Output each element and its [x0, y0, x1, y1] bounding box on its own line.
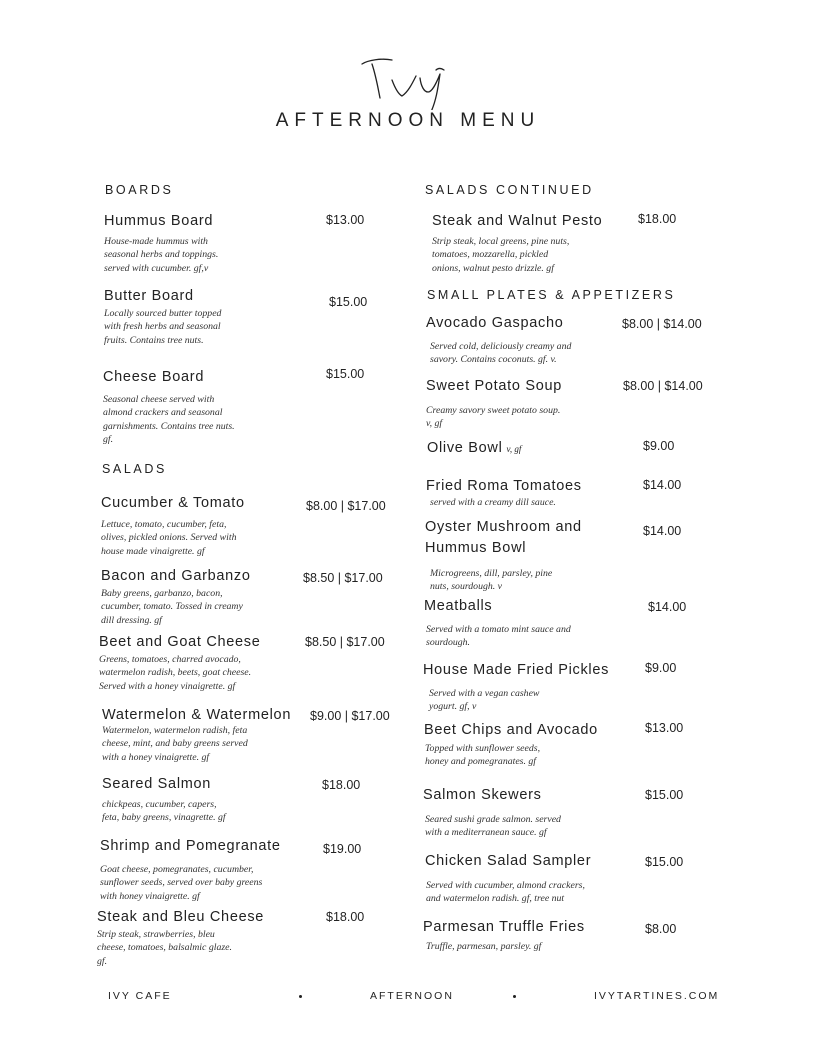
footer-service: AFTERNOON	[370, 990, 454, 1002]
item-price: $15.00	[326, 367, 365, 381]
item-description: Served with a vegan cashew yogurt. gf, v	[429, 688, 540, 713]
item-description: Goat cheese, pomegranates, cucumber, sunflower seeds, served over baby greens with honey vinaigrette. gf	[100, 864, 263, 902]
item-name: Watermelon & Watermelon	[102, 707, 292, 723]
item-name: Avocado Gaspacho	[426, 315, 564, 331]
item-price: $8.50 | $17.00	[305, 635, 385, 649]
item-price: $18.00	[638, 212, 677, 226]
footer-website: IVYTARTINES.COM	[594, 990, 720, 1002]
menu-item-salmon-skewers	[423, 786, 561, 840]
item-name: Chicken Salad Sampler	[425, 853, 592, 869]
item-price: $13.00	[326, 213, 365, 227]
item-name: Cheese Board	[103, 369, 205, 385]
item-name: Olive Bowl v, gf	[427, 440, 522, 456]
menu-item-avocado-gazpacho	[426, 314, 571, 367]
item-name: Oyster Mushroom and Hummus Bowl	[425, 519, 582, 556]
item-description: Microgreens, dill, parsley, pine nuts, sourdough. v	[430, 568, 553, 593]
menu-item-oyster-mushroom	[425, 517, 582, 594]
item-price: $13.00	[645, 721, 684, 735]
item-name: Fried Roma Tomatoes	[426, 478, 582, 494]
footer-dot	[299, 995, 302, 998]
item-name: Shrimp and Pomegranate	[100, 838, 281, 854]
item-price: $9.00 | $17.00	[310, 709, 390, 723]
menu-item-cheese-board	[103, 368, 235, 447]
item-price: $8.00 | $14.00	[622, 317, 702, 331]
menu-item-truffle-fries	[423, 918, 585, 953]
item-description: Watermelon, watermelon radish, feta cheese, mint, and baby greens served with a honey vinaigrette. gf	[102, 725, 248, 763]
item-name: Sweet Potato Soup	[426, 378, 563, 394]
menu-item-steak-walnut	[432, 212, 602, 275]
menu-item-chicken-salad	[425, 852, 591, 906]
item-name: Cucumber & Tomato	[101, 495, 245, 511]
menu-item-beet-goat-cheese	[99, 633, 261, 693]
item-price: $8.00	[645, 922, 677, 936]
section-boards: BOARDS	[105, 183, 174, 197]
menu-item-meatballs	[424, 597, 571, 650]
menu-item-olive-bowl	[427, 439, 521, 458]
menu-item-fried-roma	[426, 477, 582, 509]
item-description: Strip steak, local greens, pine nuts, tomatoes, mozzarella, pickled onions, walnut pesto drizzle. gf	[432, 236, 570, 274]
item-price: $15.00	[645, 855, 684, 869]
item-price: $14.00	[648, 600, 687, 614]
item-description: Served with cucumber, almond crackers, and watermelon radish. gf, tree nut	[426, 880, 585, 905]
item-description: Topped with sunflower seeds, honey and pomegranates. gf	[425, 743, 541, 768]
item-name: Meatballs	[424, 598, 493, 614]
item-description: Lettuce, tomato, cucumber, feta, olives, pickled onions. Served with house made vinaigrette. gf	[101, 519, 237, 557]
item-name: Beet and Goat Cheese	[99, 634, 261, 650]
item-price: $19.00	[323, 842, 362, 856]
section-salads-continued: SALADS CONTINUED	[425, 183, 594, 197]
item-name: Hummus Board	[104, 213, 214, 229]
item-description: Strip steak, strawberries, bleu cheese, tomatoes, balsalmic glaze. gf.	[97, 929, 232, 967]
item-description: Truffle, parmesan, parsley. gf	[426, 941, 542, 952]
footer-cafe-name: IVY CAFE	[108, 990, 172, 1002]
item-description: Baby greens, garbanzo, bacon, cucumber, tomato. Tossed in creamy dill dressing. gf	[101, 588, 243, 626]
item-name: Bacon and Garbanzo	[101, 568, 251, 584]
item-description: Greens, tomatoes, charred avocado, watermelon radish, beets, goat cheese. Served with a honey vinaigrette. gf	[99, 654, 252, 692]
item-description: Seared sushi grade salmon. served with a mediterranean sauce. gf	[425, 814, 561, 839]
item-price: $8.50 | $17.00	[303, 571, 383, 585]
menu-item-shrimp-pomegranate	[100, 837, 281, 903]
item-name: Parmesan Truffle Fries	[423, 919, 585, 935]
item-description: Creamy savory sweet potato soup. v, gf	[426, 405, 561, 430]
item-description: Served cold, deliciously creamy and savory. Contains coconuts. gf. v.	[430, 341, 572, 366]
diet-tag: v, gf	[506, 444, 522, 454]
section-salads: SALADS	[102, 462, 167, 476]
menu-item-hummus-board	[104, 212, 218, 275]
item-name: House Made Fried Pickles	[423, 662, 610, 678]
item-name: Steak and Bleu Cheese	[97, 909, 265, 925]
footer-dot	[513, 995, 516, 998]
menu-item-fried-pickles	[423, 661, 609, 714]
item-name: Beet Chips and Avocado	[424, 722, 598, 738]
item-description: chickpeas, cucumber, capers, feta, baby greens, vinagrette. gf	[102, 799, 226, 824]
item-price: $9.00	[645, 661, 677, 675]
item-name: Salmon Skewers	[423, 787, 542, 803]
item-price: $9.00	[643, 439, 675, 453]
item-description: Locally sourced butter topped with fresh herbs and seasonal fruits. Contains tree nuts.	[104, 308, 222, 346]
section-small-plates: SMALL PLATES & APPETIZERS	[427, 288, 676, 302]
item-price: $18.00	[322, 778, 361, 792]
menu-item-beet-chips	[424, 721, 598, 769]
menu-item-watermelon	[102, 706, 291, 764]
menu-title: AFTERNOON MENU	[275, 110, 541, 131]
menu-item-steak-bleu	[97, 908, 264, 968]
item-price: $8.00 | $14.00	[623, 379, 703, 393]
item-description: Seasonal cheese served with almond crackers and seasonal garnishments. Contains tree nuts. gf.	[103, 394, 235, 446]
item-price: $15.00	[329, 295, 368, 309]
ivy-logo	[0, 40, 816, 110]
menu-item-bacon-garbanzo	[101, 567, 251, 627]
item-price: $14.00	[643, 524, 682, 538]
item-description: Served with a tomato mint sauce and sourdough.	[426, 624, 571, 649]
item-description: House-made hummus with seasonal herbs and toppings. served with cucumber. gf,v	[104, 236, 219, 274]
item-description: served with a creamy dill sauce.	[430, 497, 556, 508]
item-name: Seared Salmon	[102, 776, 212, 792]
item-name: Steak and Walnut Pesto	[432, 213, 603, 229]
item-price: $18.00	[326, 910, 365, 924]
menu-item-sweet-potato-soup	[426, 377, 562, 431]
item-price: $14.00	[643, 478, 682, 492]
menu-item-butter-board	[104, 287, 221, 347]
menu-item-seared-salmon	[102, 775, 226, 825]
item-name: Butter Board	[104, 288, 194, 304]
item-price: $15.00	[645, 788, 684, 802]
item-price: $8.00 | $17.00	[306, 499, 386, 513]
menu-item-cucumber-tomato	[101, 494, 245, 558]
